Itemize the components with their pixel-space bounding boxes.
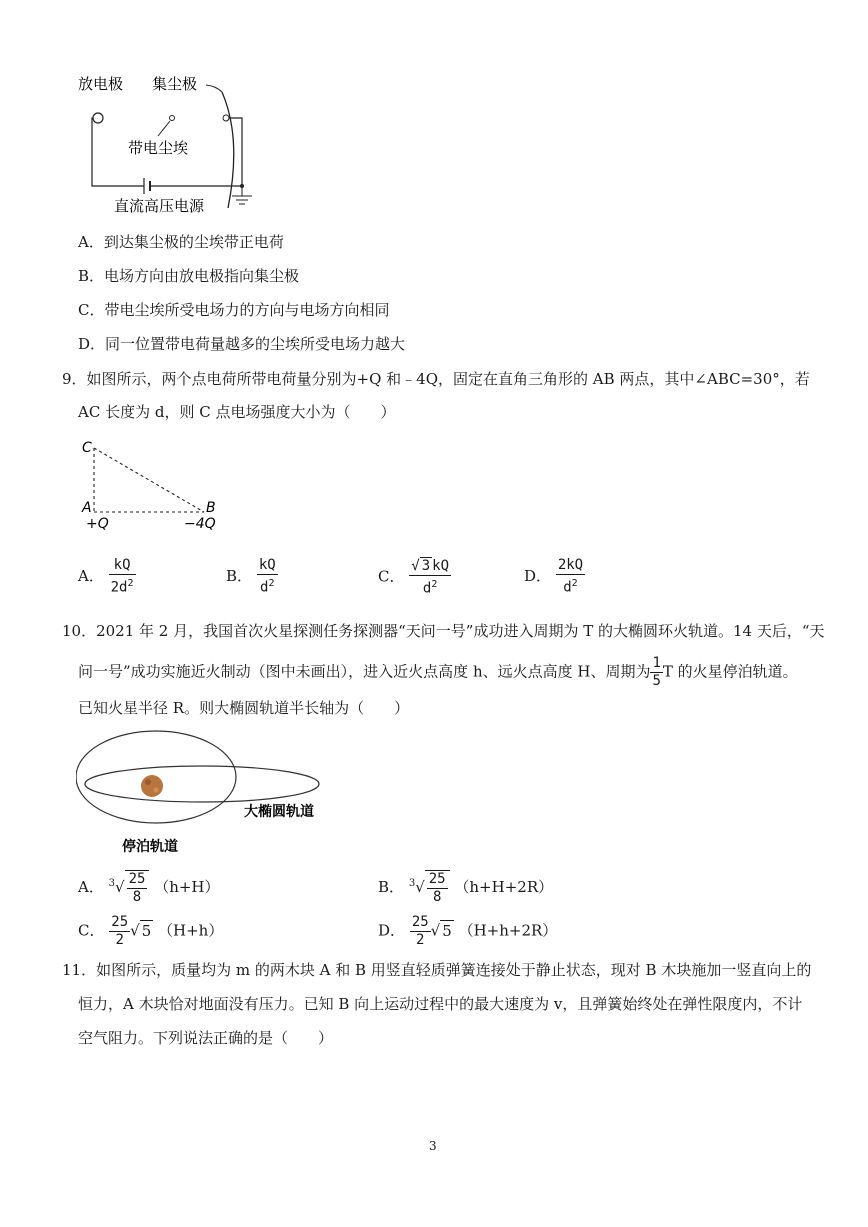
collector-leader-line xyxy=(206,85,222,92)
large-elliptical-orbit xyxy=(85,766,319,802)
q9-option-a[interactable]: A． $\frac{kQ}{2d^2}$ xyxy=(78,557,134,596)
q9-option-c[interactable]: C． $\frac{√ 3 kQ}{d^2}$ xyxy=(378,558,449,597)
dust-particle xyxy=(170,116,175,121)
label-charged-dust: 带电尘埃 xyxy=(128,139,189,157)
mars-planet xyxy=(141,775,163,797)
q10-option-a[interactable]: A． $^3$√ $\frac{25}{8}$ （h+H） xyxy=(78,871,220,905)
q10-option-d[interactable]: D． $\frac{25}{2}$ √ 5 （H+h+2R） xyxy=(378,914,558,948)
charge-a-label: +Q xyxy=(86,516,109,532)
q10-option-c[interactable]: C． $\frac{25}{2}$ √ 5 （H+h） xyxy=(78,914,224,948)
fraction: $\frac{kQ}{d^2}$ xyxy=(258,557,276,596)
q10-option-b[interactable]: B． $^3$√ $\frac{25}{8}$ （h+H+2R） xyxy=(378,871,554,905)
q9-stem-line1: 9．如图所示，两个点电荷所带电荷量分别为+Q 和﹣4Q，固定在直角三角形的 AB 两点，其中∠ABC=30°，若 xyxy=(62,370,810,388)
fraction: $\frac{25}{8}$ xyxy=(425,870,450,906)
q9-option-d[interactable]: D． $\frac{2kQ}{d^2}$ xyxy=(524,557,584,596)
q11-stem-line2: 恒力，A 木块恰对地面没有压力。已知 B 向上运动过程中的最大速度为 v，且弹簧始终处在弹性限度内，不计 xyxy=(78,995,803,1013)
dust-pointer-line xyxy=(158,121,170,136)
fraction: $\frac{25}{8}$ xyxy=(125,870,150,906)
q11-stem-line1: 11．如图所示，质量均为 m 的两木块 A 和 B 用竖直轻质弹簧连接处于静止状态，现对 B 木块施加一竖直向上的 xyxy=(62,961,812,979)
precipitator-circuit-figure xyxy=(70,68,270,218)
discharge-electrode-circle xyxy=(93,113,103,123)
q10-stem-line2: 问一号”成功实施近火制动（图中未画出），进入近火点高度 h、远火点高度 H、周期为 $\frac{1}{5}$ T 的火星停泊轨道。 xyxy=(78,655,798,689)
charge-b-label: −4Q xyxy=(184,516,216,532)
label-collector-electrode: 集尘极 xyxy=(152,75,198,93)
q10-stem-line3: 已知火星半径 R。则大椭圆轨道半长轴为（ ） xyxy=(78,699,410,717)
side-cb xyxy=(94,448,204,512)
fraction: $\frac{25}{2}$ xyxy=(411,914,429,948)
q8-option-b[interactable]: B．电场方向由放电极指向集尘极 xyxy=(78,267,300,285)
collector-plate-arc xyxy=(222,92,234,208)
q8-option-d[interactable]: D．同一位置带电荷量越多的尘埃所受电场力越大 xyxy=(78,335,406,353)
fraction: $\frac{kQ}{2d^2}$ xyxy=(110,557,134,596)
vertex-c-label: C xyxy=(82,440,92,456)
label-dc-high-voltage-source: 直流高压电源 xyxy=(114,197,205,215)
q8-option-c[interactable]: C．带电尘埃所受电场力的方向与电场方向相同 xyxy=(78,301,390,319)
fraction: $\frac{√ 3 kQ}{d^2}$ xyxy=(411,558,449,597)
fraction-one-fifth: $\frac{1}{5}$ xyxy=(652,655,661,689)
mars-orbit-figure xyxy=(76,730,326,860)
vertex-b-label: B xyxy=(206,500,216,516)
fraction: $\frac{2kQ}{d^2}$ xyxy=(557,557,584,596)
fraction: $\frac{25}{2}$ xyxy=(111,914,129,948)
vertex-a-label: A xyxy=(82,500,92,516)
collector-terminal xyxy=(223,115,229,121)
page-number: 3 xyxy=(429,1139,437,1153)
right-triangle-figure xyxy=(78,436,228,536)
label-discharge-electrode: 放电极 xyxy=(78,75,124,93)
q9-stem-line2: AC 长度为 d，则 C 点电场强度大小为（ ） xyxy=(78,403,396,421)
q10-stem-line1: 10．2021 年 2 月，我国首次火星探测任务探测器“天问一号”成功进入周期为 T 的大椭圆环火轨道。14 天后，“天 xyxy=(62,622,825,640)
label-large-elliptical-orbit: 大椭圆轨道 xyxy=(244,804,314,820)
label-parking-orbit: 停泊轨道 xyxy=(122,839,178,855)
q11-stem-line3: 空气阻力。下列说法正确的是（ ） xyxy=(78,1029,334,1047)
q9-option-b[interactable]: B． $\frac{kQ}{d^2}$ xyxy=(226,557,276,596)
q8-option-a[interactable]: A．到达集尘极的尘埃带正电荷 xyxy=(78,233,284,251)
